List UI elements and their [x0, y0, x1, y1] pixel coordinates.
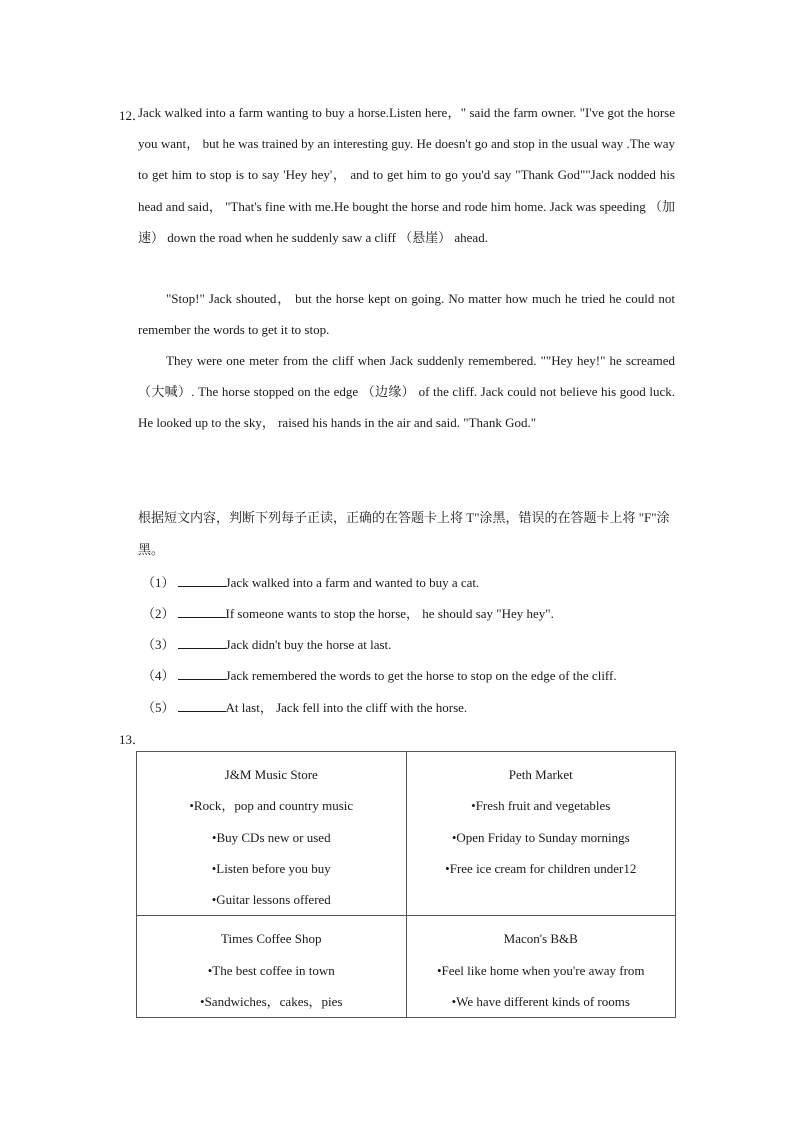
passage-paragraph-3: They were one meter from the cliff when Jack suddenly remembered. ""Hey hey!" he screamed （大喊）. The horse stopped on the edge （边缘） of the cliff. Jack could not believe his good luck. He looked up to the sky， raised his hands in the air and said. "Thank God." [138, 353, 675, 431]
tf-item-number: （2） [142, 606, 175, 621]
passage-paragraph-2: "Stop!" Jack shouted， but the horse kept on going. No matter how much he tried he could not remember the words to get it to stop. [138, 291, 675, 338]
question-13-number: 13． [119, 732, 146, 747]
tf-item-number: （4） [142, 668, 175, 683]
tf-item-number: （1） [142, 575, 175, 590]
tf-item-text: Jack remembered the words to get the horse to stop on the edge of the cliff. [225, 668, 617, 683]
ad-title: Times Coffee Shop [221, 931, 322, 947]
ad-market [406, 752, 676, 916]
passage-paragraph-1: Jack walked into a farm wanting to buy a horse.Listen here，" said the farm owner. "I've got the horse you want， but he was trained by an interesting guy. He doesn't go and stop in the usual way .The way to get him to stop is to say 'Hey hey'， and to get him to go you'd say "Thank God""Jack nodded his head and said， "That's fine with me.He bought the horse and rode him home. Jack was speeding （加速） down the road when he suddenly saw a cliff （悬崖） ahead. [138, 105, 675, 245]
tf-item-2 [142, 603, 554, 622]
tf-item-4 [142, 665, 617, 684]
ad-line: •We have different kinds of rooms [451, 994, 630, 1010]
ad-line: •Free ice cream for children under12 [445, 860, 637, 876]
answer-blank[interactable] [178, 700, 226, 712]
tf-item-text: If someone wants to stop the horse， he should say "Hey hey". [225, 606, 554, 621]
tf-item-text: Jack walked into a farm and wanted to buy a cat. [225, 575, 480, 590]
answer-blank[interactable] [178, 606, 226, 618]
ad-line: •Listen before you buy [211, 860, 331, 876]
ad-line: •Open Friday to Sunday mornings [451, 829, 630, 845]
ad-line: •Buy CDs new or used [211, 829, 331, 845]
ad-title: J&M Music Store [224, 767, 318, 782]
ad-line: •Feel like home when you're away from [436, 962, 645, 978]
ad-line: •Guitar lessons offered [211, 892, 331, 908]
ad-line: •Rock，pop and country music [189, 798, 354, 814]
true-false-instruction: 根据短文内容，判断下列每子正读，正确的在答题卡上将 T"涂黑，错误的在答题卡上将 "F"涂黑。 [138, 510, 670, 557]
answer-blank[interactable] [178, 668, 226, 680]
tf-item-number: （3） [142, 637, 175, 652]
answer-blank[interactable] [178, 575, 226, 587]
tf-item-text: At last， Jack fell into the cliff with the horse. [225, 700, 468, 715]
ad-title: Peth Market [508, 767, 573, 782]
answer-blank[interactable] [178, 637, 226, 649]
ad-line: •Sandwiches，cakes，pies [200, 994, 343, 1010]
tf-item-1 [142, 572, 479, 591]
tf-item-text: Jack didn't buy the horse at last. [225, 637, 392, 652]
ad-music-store [137, 752, 407, 916]
tf-item-3 [142, 634, 391, 653]
advertisement-table [136, 751, 676, 1018]
tf-item-number: （5） [142, 700, 175, 715]
ad-line: •The best coffee in town [207, 962, 335, 978]
ad-bed-and-breakfast [406, 916, 676, 1018]
question-12-number: 12． [119, 108, 146, 123]
ad-title: Macon's B&B [503, 931, 578, 947]
ad-coffee-shop [137, 916, 407, 1018]
tf-item-5 [142, 697, 467, 716]
ad-line: •Fresh fruit and vegetables [471, 798, 611, 814]
